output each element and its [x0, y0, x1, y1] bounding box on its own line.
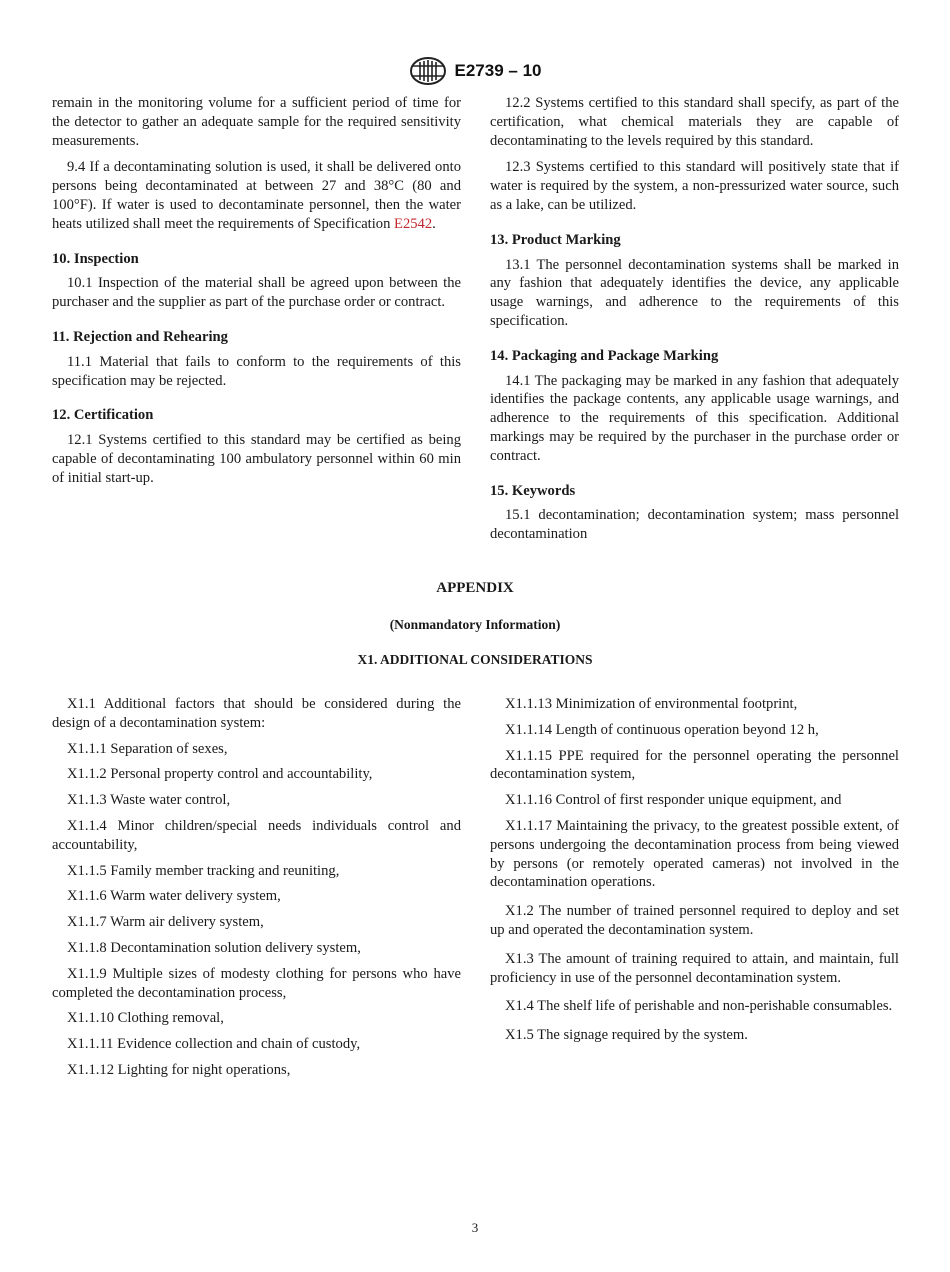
astm-logo-icon	[409, 56, 447, 86]
list-item: X1.1.9 Multiple sizes of modesty clothing for persons who have completed the decontamination process,	[52, 965, 461, 1001]
paragraph-14-1: 14.1 The packaging may be marked in any fashion that adequately identifies the package contents, any applicable usage warnings, and adherence to the requirements of this specification. Additional markings may be required by the purchaser in the purchase order or contract.	[490, 372, 899, 464]
list-item: X1.1.15 PPE required for the personnel operating the personnel decontamination system,	[490, 747, 899, 783]
section-12-heading: 12. Certification	[52, 407, 154, 424]
list-item: X1.1.16 Control of first responder unique equipment, and	[505, 792, 842, 809]
document-id: E2739 – 10	[454, 61, 542, 80]
list-item: X1.1.17 Maintaining the privacy, to the greatest possible extent, of persons undergoing the decontamination process from being viewed by persons (or remotely operated cameras) not involved in the decontamination operations.	[490, 817, 899, 891]
right-column	[490, 94, 899, 552]
list-item: X1.2 The number of trained personnel required to deploy and set up and operated the decontamination system.	[490, 903, 899, 938]
list-item: X1.5 The signage required by the system.	[505, 1027, 748, 1044]
section-15-heading: 15. Keywords	[490, 482, 576, 499]
list-item: X1.1.12 Lighting for night operations,	[67, 1061, 291, 1078]
section-11-heading: 11. Rejection and Rehearing	[52, 328, 228, 345]
paragraph-9-4-text: 9.4 If a decontaminating solution is used, it shall be delivered onto persons being decontaminated at between 27 and 38°C (80 and 100°F). If water is used to decontaminate personnel, then the water heats utilized shall meet the requirements of Specification	[52, 159, 461, 232]
spec-e2542-link[interactable]: E2542	[394, 215, 433, 232]
continued-paragraph: remain in the monitoring volume for a sufficient period of time for the detector to gather an adequate sample for the required sensitivity measurements.	[52, 95, 461, 149]
paragraph-12-1: 12.1 Systems certified to this standard may be certified as being capable of decontaminating 100 ambulatory personnel within 60 min of initial start-up.	[52, 432, 461, 486]
paragraph-9-4	[52, 158, 461, 233]
list-item: X1.1.10 Clothing removal,	[67, 1010, 224, 1027]
page-number: 3	[471, 1220, 479, 1235]
list-item: X1.1.7 Warm air delivery system,	[67, 914, 264, 931]
page-header	[0, 56, 950, 86]
paragraph-10-1: 10.1 Inspection of the material shall be agreed upon between the purchaser and the supplier as part of the purchase order or contract.	[52, 275, 461, 311]
list-item: X1.1.13 Minimization of environmental footprint,	[505, 696, 798, 712]
x1-section-title: X1. ADDITIONAL CONSIDERATIONS	[357, 652, 593, 667]
section-10-heading: 10. Inspection	[52, 250, 139, 267]
list-item: X1.1.8 Decontamination solution delivery system,	[67, 939, 361, 956]
list-item: X1.1.11 Evidence collection and chain of custody,	[67, 1036, 361, 1053]
appendix-left-column	[52, 695, 461, 1087]
list-item: X1.4 The shelf life of perishable and non-perishable consumables.	[505, 998, 893, 1015]
section-13-heading: 13. Product Marking	[490, 231, 621, 248]
list-item: X1.1.2 Personal property control and accountability,	[67, 766, 373, 783]
list-item: X1.1.4 Minor children/special needs individuals control and accountability,	[52, 817, 461, 853]
list-item: X1.1.1 Separation of sexes,	[67, 740, 228, 757]
list-item: X1.1.5 Family member tracking and reuniting,	[67, 862, 340, 879]
paragraph-12-2: 12.2 Systems certified to this standard shall specify, as part of the certification, what chemical materials they are capable of decontaminating to the levels required by this standard.	[490, 95, 899, 149]
list-item: X1.1 Additional factors that should be considered during the design of a decontamination system:	[52, 696, 461, 731]
paragraph-9-4-end: .	[432, 215, 436, 232]
list-item: X1.1.3 Waste water control,	[67, 792, 231, 809]
list-item: X1.1.6 Warm water delivery system,	[67, 888, 281, 905]
appendix-title: APPENDIX	[436, 580, 514, 596]
list-item: X1.3 The amount of training required to attain, and maintain, full proficiency in use of the personnel decontamination system.	[490, 950, 899, 986]
list-item: X1.1.14 Length of continuous operation beyond 12 h,	[505, 721, 819, 738]
appendix-right-column	[490, 695, 899, 1052]
section-14-heading: 14. Packaging and Package Marking	[490, 347, 719, 364]
paragraph-11-1: 11.1 Material that fails to conform to the requirements of this specification may be rejected.	[52, 353, 461, 389]
appendix-subtitle: (Nonmandatory Information)	[389, 617, 561, 632]
left-column	[52, 94, 461, 496]
paragraph-15-1: 15.1 decontamination; decontamination system; mass personnel decontamination	[490, 507, 899, 543]
paragraph-12-3: 12.3 Systems certified to this standard will positively state that if water is required by the system, a non-pressurized water source, such as a lake, can be utilized.	[490, 159, 899, 213]
paragraph-13-1: 13.1 The personnel decontamination systems shall be marked in any fashion that adequately identifies the device, any applicable usage warnings, and adherence to the requirements of this specification.	[490, 256, 899, 329]
